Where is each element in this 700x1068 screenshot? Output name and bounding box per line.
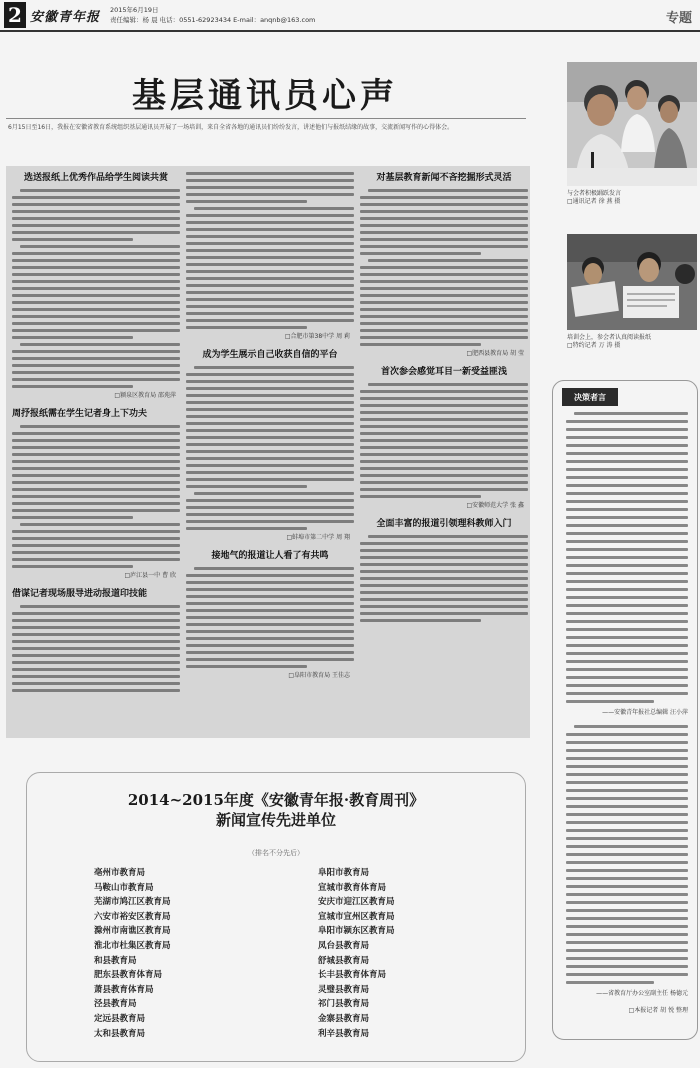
article — [186, 172, 354, 341]
list-item: 凤台县教育局 — [318, 940, 370, 951]
header-info — [110, 5, 315, 25]
article-title: 首次参会感觉耳目一新受益匪浅 — [380, 367, 507, 377]
caption-text: 培训会上，参会者认真阅读报纸 — [567, 334, 652, 341]
opinion-signature: ——安徽青年报社总编辑 汪小萍 — [602, 709, 688, 716]
article-byline: □合肥市第38中学 周 莉 — [284, 333, 350, 340]
photo-caption — [567, 190, 697, 206]
intro-paragraph: 6月15日至16日，我报在安徽省教育系统组织基层通讯员开展了一场培训，来自全省各地的通讯员们纷纷发言，讲述他们与报纸结缘的故事，交流新闻写作的心得体会。 — [8, 124, 454, 131]
article-byline: □安徽师范大学 张 鑫 — [466, 502, 524, 509]
article-body — [12, 189, 180, 388]
list-item: 宣城市教育体育局 — [318, 882, 387, 893]
article — [12, 408, 180, 580]
caption-credit: □特约记者 万 涛 摄 — [567, 342, 621, 349]
page-header — [0, 0, 700, 32]
article-title: 借谋记者现场服导进动报道印技能 — [12, 589, 148, 599]
article-column-2 — [186, 172, 354, 732]
article — [186, 349, 354, 542]
list-item: 马鞍山市教育局 — [94, 882, 154, 893]
page-title: 基层通讯员心声 — [132, 76, 398, 116]
editor-contact: 责任编辑：杨 晨 电话：0551-62923434 E-mail：anqnb@163.com — [110, 16, 316, 24]
caption-text: 与会者积极踊跃发言 — [567, 190, 622, 197]
article-column-3 — [360, 172, 528, 732]
list-item: 滁州市南谯区教育局 — [94, 926, 171, 937]
article — [360, 518, 528, 622]
list-item: 芜湖市鸠江区教育局 — [94, 897, 171, 908]
list-item: 长丰县教育体育局 — [318, 970, 387, 981]
opinion-credit: □本报记者 胡 悦 整理 — [628, 1007, 688, 1014]
list-item: 阜阳市颍东区教育局 — [318, 926, 395, 937]
article-title: 选送报纸上优秀作品给学生阅读共赏 — [23, 173, 168, 183]
article — [360, 172, 528, 358]
list-item: 灵璧县教育局 — [318, 984, 370, 995]
article-body — [12, 605, 180, 692]
article-body — [360, 189, 528, 346]
list-item: 亳州市教育局 — [94, 868, 146, 878]
list-item: 泾县教育局 — [94, 999, 137, 1010]
article-body — [12, 425, 180, 568]
list-item: 祁门县教育局 — [318, 999, 370, 1010]
honor-subtitle: （排名不分先后） — [248, 849, 304, 857]
article-column-1 — [12, 172, 180, 732]
article-body — [360, 535, 528, 622]
list-item: 宣城市宣州区教育局 — [318, 911, 395, 922]
honor-title-line2: 新闻宣传先进单位 — [215, 811, 336, 829]
list-item: 肥东县教育体育局 — [94, 970, 163, 981]
opinion-body — [566, 412, 688, 1023]
article-title: 全面丰富的报道引领理科教师入门 — [376, 519, 512, 529]
article — [360, 366, 528, 510]
list-item: 淮北市杜集区教育局 — [94, 940, 171, 951]
list-item: 和县教育局 — [94, 955, 137, 966]
list-item: 安庆市迎江区教育局 — [318, 897, 395, 908]
section-tag: 专题 — [665, 11, 692, 26]
honor-units-left — [94, 866, 171, 1041]
reading-photo — [567, 234, 697, 330]
list-item: 六安市裕安区教育局 — [94, 911, 171, 922]
article-byline: □颍泉区教育局 邵苑萍 — [114, 392, 176, 399]
article-body — [186, 366, 354, 530]
page-number: 2 — [4, 2, 26, 28]
list-item: 萧县教育体育局 — [94, 984, 154, 995]
articles-panel — [6, 166, 530, 738]
list-item: 阜阳市教育局 — [318, 868, 370, 878]
opinion-signature: ——省教育厅办公室副主任 杨德元 — [596, 990, 688, 997]
list-item: 利辛县教育局 — [318, 1028, 370, 1039]
title-divider — [6, 118, 526, 119]
list-item: 金寨县教育局 — [318, 1013, 370, 1024]
article-byline: □阜阳市教育局 王佳志 — [288, 672, 350, 679]
honor-units-right — [318, 866, 395, 1041]
article-title: 对基层教育新闻不吝挖掘形式灵活 — [376, 173, 512, 183]
article — [12, 588, 180, 692]
photo-caption — [567, 334, 697, 350]
honor-title — [26, 790, 526, 830]
article-byline: □蚌埠市第二中学 周 翔 — [286, 534, 350, 541]
article-title: 成为学生展示自己收获自信的平台 — [202, 350, 338, 360]
article-byline: □庐江县一中 曹 欣 — [124, 572, 176, 579]
meeting-photo — [567, 62, 697, 186]
article-byline: □肥西县教育局 胡 莹 — [466, 350, 524, 357]
caption-credit: □通讯记者 徐 燕 摄 — [567, 198, 621, 205]
honor-title-line1: 2014~2015年度《安徽青年报·教育周刊》 — [127, 791, 425, 809]
list-item: 定远县教育局 — [94, 1013, 146, 1024]
article-title: 周抒报纸需在学生记者身上下功夫 — [12, 409, 148, 419]
opinion-label: 决策者言 — [562, 388, 618, 406]
issue-date: 2015年6月19日 — [110, 6, 159, 14]
article-body — [360, 383, 528, 498]
article — [186, 550, 354, 680]
article-body — [186, 567, 354, 668]
list-item: 舒城县教育局 — [318, 955, 370, 966]
article — [12, 172, 180, 400]
list-item: 太和县教育局 — [94, 1028, 146, 1039]
article-body — [186, 172, 354, 329]
masthead: 安徽青年报 — [30, 9, 101, 25]
article-title: 接地气的报道让人看了有共鸣 — [211, 551, 329, 561]
